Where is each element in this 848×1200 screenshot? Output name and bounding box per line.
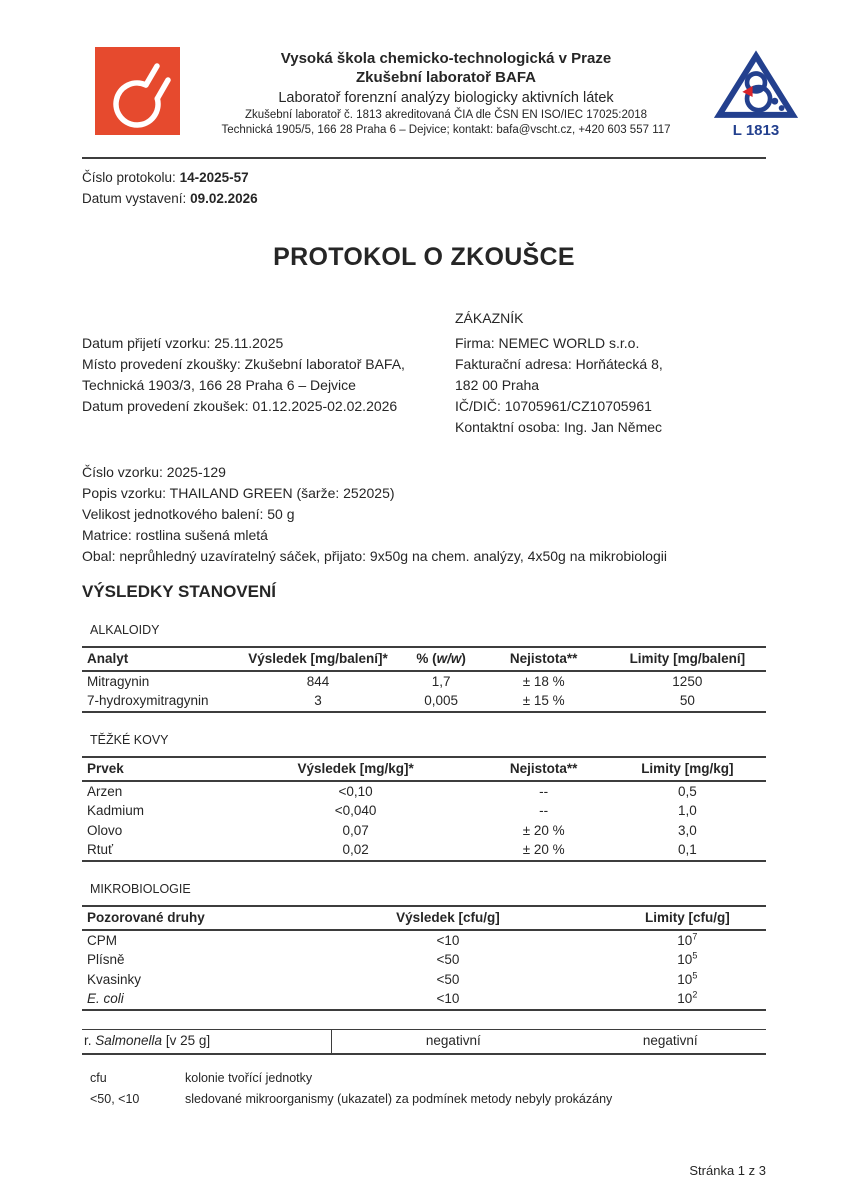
footnote-definition: sledované mikroorganismy (ukazatel) za podmínek metody nebyly prokázány: [185, 1091, 613, 1106]
table-cell: Plísně: [87, 952, 125, 967]
sample-packaging: Obal: neprůhledný uzavíratelný sáček, přijato: 9x50g na chem. analýzy, 4x50g na mikrobiologii: [82, 548, 667, 564]
table-cell: 3: [314, 693, 322, 708]
test-dates: Datum provedení zkoušek: 01.12.2025-02.02.2026: [82, 398, 398, 414]
column-header: Nejistota**: [479, 647, 609, 671]
lab-name: Zkušební laboratoř BAFA: [355, 69, 537, 86]
salmonella-table: [82, 1029, 766, 1055]
table-cell: 1250: [672, 673, 703, 689]
table-cell: E. coli: [87, 991, 124, 1006]
table-header-row: [82, 757, 766, 781]
heavy-metals-table: [82, 756, 766, 862]
column-header: Analyt: [82, 647, 232, 671]
table-cell: <50: [436, 971, 460, 987]
table-cell: <50: [436, 952, 460, 967]
column-header: Prvek: [82, 757, 232, 781]
table-cell: $10^7$: [677, 931, 698, 948]
column-header: Limity [mg/kg]: [609, 757, 766, 781]
footnote-term: <50, <10: [90, 1091, 140, 1106]
table-cell: 0,07: [342, 822, 369, 838]
salmonella-table-wrap: [82, 1029, 766, 1055]
table-cell: 1,0: [677, 803, 697, 818]
table-cell: Kvasinky: [87, 971, 142, 987]
microbiology-section-label: MIKROBIOLOGIE: [90, 882, 191, 896]
heavy-metals-section-label: TĚŽKÉ KOVY: [90, 733, 169, 747]
table-row: [82, 1030, 766, 1054]
info-section: [82, 308, 766, 438]
sample-number: Číslo vzorku: 2025-129: [82, 464, 226, 480]
customer-company: Firma: NEMEC WORLD s.r.o.: [455, 335, 640, 351]
page-footer: [82, 1162, 766, 1179]
protocol-meta: [0, 159, 848, 209]
test-info-block: [82, 308, 455, 438]
cia-triangle-icon: [713, 50, 799, 120]
contact-line: Technická 1905/5, 166 28 Praha 6 – Dejvice; kontakt: bafa@vscht.cz, +420 603 557 117: [221, 124, 671, 136]
protocol-number-value: 14-2025-57: [179, 170, 249, 185]
table-cell: Rtuť: [87, 842, 114, 857]
alkaloids-section-label: ALKALOIDY: [90, 623, 160, 637]
table-row: [82, 970, 766, 990]
column-header: Pozorované druhy: [82, 906, 287, 930]
table-cell: Arzen: [87, 783, 123, 799]
table-row: [82, 821, 766, 841]
microbiology-table-wrap: [82, 905, 766, 1011]
issue-date-line: [82, 188, 766, 209]
table-row: [82, 951, 766, 971]
table-row: [82, 671, 766, 692]
table-cell: Olovo: [87, 822, 123, 838]
column-header: Výsledek [mg/balení]*: [232, 647, 403, 671]
lab-full-name: Laboratoř forenzní analýzy biologicky aktivních látek: [278, 90, 614, 106]
table-row: [82, 802, 766, 822]
column-header: Limity [mg/balení]: [609, 647, 766, 671]
protocol-number-label: Číslo protokolu:: [82, 170, 176, 185]
table-cell: 0,1: [677, 842, 697, 857]
table-cell: <0,10: [338, 783, 373, 799]
table-cell: <10: [436, 932, 460, 948]
table-header-row: [82, 647, 766, 671]
table-cell: <10: [436, 991, 460, 1006]
table-cell: ± 15 %: [522, 693, 565, 708]
document-title: PROTOKOL O ZKOUŠCE: [273, 243, 575, 271]
table-cell: $10^5$: [677, 970, 698, 987]
customer-block: [455, 308, 766, 438]
footnote-limits: [90, 1089, 766, 1110]
table-header-row: [82, 906, 766, 930]
cia-accreditation-logo: [712, 47, 800, 139]
table-cell: 3,0: [677, 822, 697, 838]
table-cell: 0,02: [342, 842, 369, 857]
table-cell: negativní: [425, 1033, 481, 1048]
issue-date-label: Datum vystavení:: [82, 191, 187, 206]
table-cell: 1,7: [431, 673, 451, 689]
protocol-number-line: [82, 167, 766, 188]
footnotes: [90, 1068, 766, 1110]
vscht-logo: [95, 47, 180, 140]
table-cell: negativní: [642, 1033, 698, 1048]
sample-received-date: Datum přijetí vzorku: 25.11.2025: [82, 335, 284, 351]
table-cell: CPM: [87, 932, 117, 948]
microbiology-table: [82, 905, 766, 1011]
table-cell: Mitragynin: [87, 673, 150, 689]
page-indicator: Stránka 1 z 3: [689, 1162, 766, 1178]
table-cell: ± 20 %: [522, 822, 565, 838]
issue-date-value: 09.02.2026: [190, 191, 258, 206]
sample-block: [82, 462, 766, 567]
alkaloids-table-wrap: [82, 646, 766, 713]
table-cell: 7-hydroxymitragynin: [87, 693, 209, 708]
footnote-term: cfu: [90, 1070, 107, 1085]
heavy-metals-table-wrap: [82, 756, 766, 862]
table-cell: 50: [679, 693, 695, 708]
org-name: Vysoká škola chemicko-technologická v Praze: [280, 50, 612, 67]
document-header: [0, 0, 848, 140]
table-row: [82, 692, 766, 713]
organization-block: [180, 47, 712, 138]
table-cell: ± 18 %: [522, 673, 565, 689]
table-cell: 0,5: [677, 783, 697, 799]
test-location-line2: Technická 1903/3, 166 28 Praha 6 – Dejvice: [82, 377, 356, 393]
column-header: Limity [cfu/g]: [609, 906, 766, 930]
customer-ids: IČ/DIČ: 10705961/CZ10705961: [455, 398, 652, 414]
customer-contact-person: Kontaktní osoba: Ing. Jan Němec: [455, 419, 663, 435]
table-cell: $10^5$: [677, 950, 698, 967]
table-row: [82, 781, 766, 802]
accreditation-line: Zkušební laboratoř č. 1813 akreditovaná ČIA dle ČSN EN ISO/IEC 17025:2018: [244, 109, 648, 121]
footnote-cfu: [90, 1068, 766, 1089]
footnote-definition: kolonie tvořící jednotky: [185, 1070, 313, 1085]
alkaloids-table: [82, 646, 766, 713]
customer-address-line1: Fakturační adresa: Horňátecká 8,: [455, 356, 663, 372]
table-cell: $10^2$: [677, 989, 698, 1006]
sample-unit-size: Velikost jednotkového balení: 50 g: [82, 506, 295, 522]
table-cell: --: [539, 783, 549, 799]
accreditation-mark-label: L 1813: [732, 122, 780, 139]
column-header: Nejistota**: [479, 757, 609, 781]
table-row: [82, 841, 766, 862]
sample-matrix: Matrice: rostlina sušená mletá: [82, 527, 268, 543]
column-header: Výsledek [cfu/g]: [287, 906, 608, 930]
table-cell: Kadmium: [87, 803, 145, 818]
table-cell: 0,005: [424, 693, 458, 708]
vscht-flask-icon: [95, 47, 180, 135]
test-location-line1: Místo provedení zkoušky: Zkušební laboratoř BAFA,: [82, 356, 405, 372]
customer-heading: ZÁKAZNÍK: [455, 310, 524, 326]
table-cell: r. Salmonella [v 25 g]: [82, 1030, 332, 1054]
results-heading: VÝSLEDKY STANOVENÍ: [82, 582, 276, 601]
column-header: Výsledek [mg/kg]*: [232, 757, 478, 781]
table-cell: ± 20 %: [522, 842, 565, 857]
table-cell: <0,040: [334, 803, 377, 818]
table-row: [82, 990, 766, 1011]
customer-address-line2: 182 00 Praha: [455, 377, 540, 393]
column-header: % (w/w): [403, 647, 478, 671]
table-row: [82, 930, 766, 951]
table-cell: 844: [306, 673, 330, 689]
sample-description: Popis vzorku: THAILAND GREEN (šarže: 252025): [82, 485, 395, 501]
table-cell: --: [539, 803, 549, 818]
